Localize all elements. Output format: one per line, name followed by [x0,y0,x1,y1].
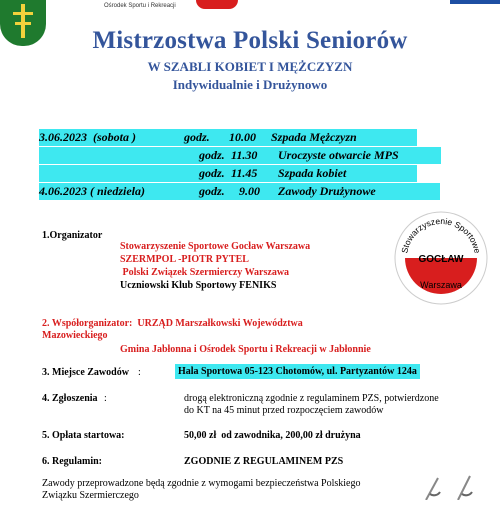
schedule-time: 10.00 [229,130,256,144]
page-subtitle: W SZABLI KOBIET I MĘŻCZYZN [147,59,353,74]
schedule-row [39,165,417,182]
club-logo-city: Warszawa [420,280,462,290]
schedule-event: Zawody Drużynowe [278,184,376,198]
schedule-date: 3.06.2023 (sobota ) [39,130,136,144]
schedule-godz: godz. [184,130,210,144]
schedule-time: 11.45 [231,166,258,180]
fee-value: 50,00 zł od zawodnika, 200,00 zł drużyna [184,430,361,441]
schedule-date: 4.06.2023 ( niedziela) [39,184,145,198]
sabre-icon [418,474,478,500]
fee-label: 5. Opłata startowa: [42,430,125,441]
schedule-row [39,129,417,146]
schedule-event: Szpada kobiet [278,166,347,180]
schedule-godz: godz. [199,148,225,162]
venue-label: 3. Miejsce Zawodów [42,367,129,378]
schedule-event: Szpada Mężczyzn [271,130,357,144]
registration-colon: : [104,393,107,404]
organizer-line: Stowarzyszenie Sportowe Gocław Warszawa [120,241,311,252]
co-organizer-label: 2. Współorganizator: [42,318,133,329]
rules-label: 6. Regulamin: [42,456,102,467]
registration-text: drogą elektroniczną zgodnie z regulaminem PZS, potwierdzone [184,393,439,404]
schedule-row [39,147,441,164]
schedule-time: 9.00 [239,184,260,198]
schedule-event: Uroczyste otwarcie MPS [278,148,399,162]
organizer-line: Uczniowski Klub Sportowy FENIKS [120,280,277,291]
footer-text: Zawody przeprowadzone będą zgodnie z wymogami bezpieczeństwa Polskiego [42,478,361,489]
co-organizer-text: Gmina Jabłonna i Ośrodek Sportu i Rekreacji w Jabłonnie [120,344,371,355]
organizer-line: SZERMPOL -PIOTR PYTEL [120,254,249,265]
co-organizer-text: URZĄD Marszałkowski Województwa [137,318,303,329]
club-logo-ring-text: Stowarzyszenie Sportowe [399,215,483,255]
gocław-club-logo [393,210,489,306]
registration-text: do KT na 45 minut przed rozpoczęciem zawodów [184,405,384,416]
registration-label: 4. Zgłoszenia [42,393,98,404]
schedule-time: 11.30 [231,148,258,162]
schedule-godz: godz. [199,166,225,180]
organizer-label: 1.Organizator [42,230,103,241]
osir-caption: Ośrodek Sportu i Rekreacji [104,3,176,9]
schedule-godz: godz. [199,184,225,198]
page-subtitle-2: Indywidualnie i Drużynowo [172,77,328,92]
co-organizer-text: Mazowieckiego [42,330,108,341]
club-logo-name: GOCŁAW [418,254,464,265]
venue-value: Hala Sportowa 05-123 Chotomów, ul. Partyzantów 124a [175,364,420,379]
partner-logo [196,0,238,9]
organizer-line: Polski Związek Szermierczy Warszawa [120,267,290,278]
page-title: Mistrzostwa Polski Seniorów [92,27,408,54]
co-organizer-row [42,318,303,329]
schedule-row [39,183,440,200]
venue-colon: : [138,367,141,378]
footer-text: Związku Szermierczego [42,490,139,501]
eu-flag-logo [450,0,500,4]
rules-value: ZGODNIE Z REGULAMINEM PZS [184,456,344,467]
